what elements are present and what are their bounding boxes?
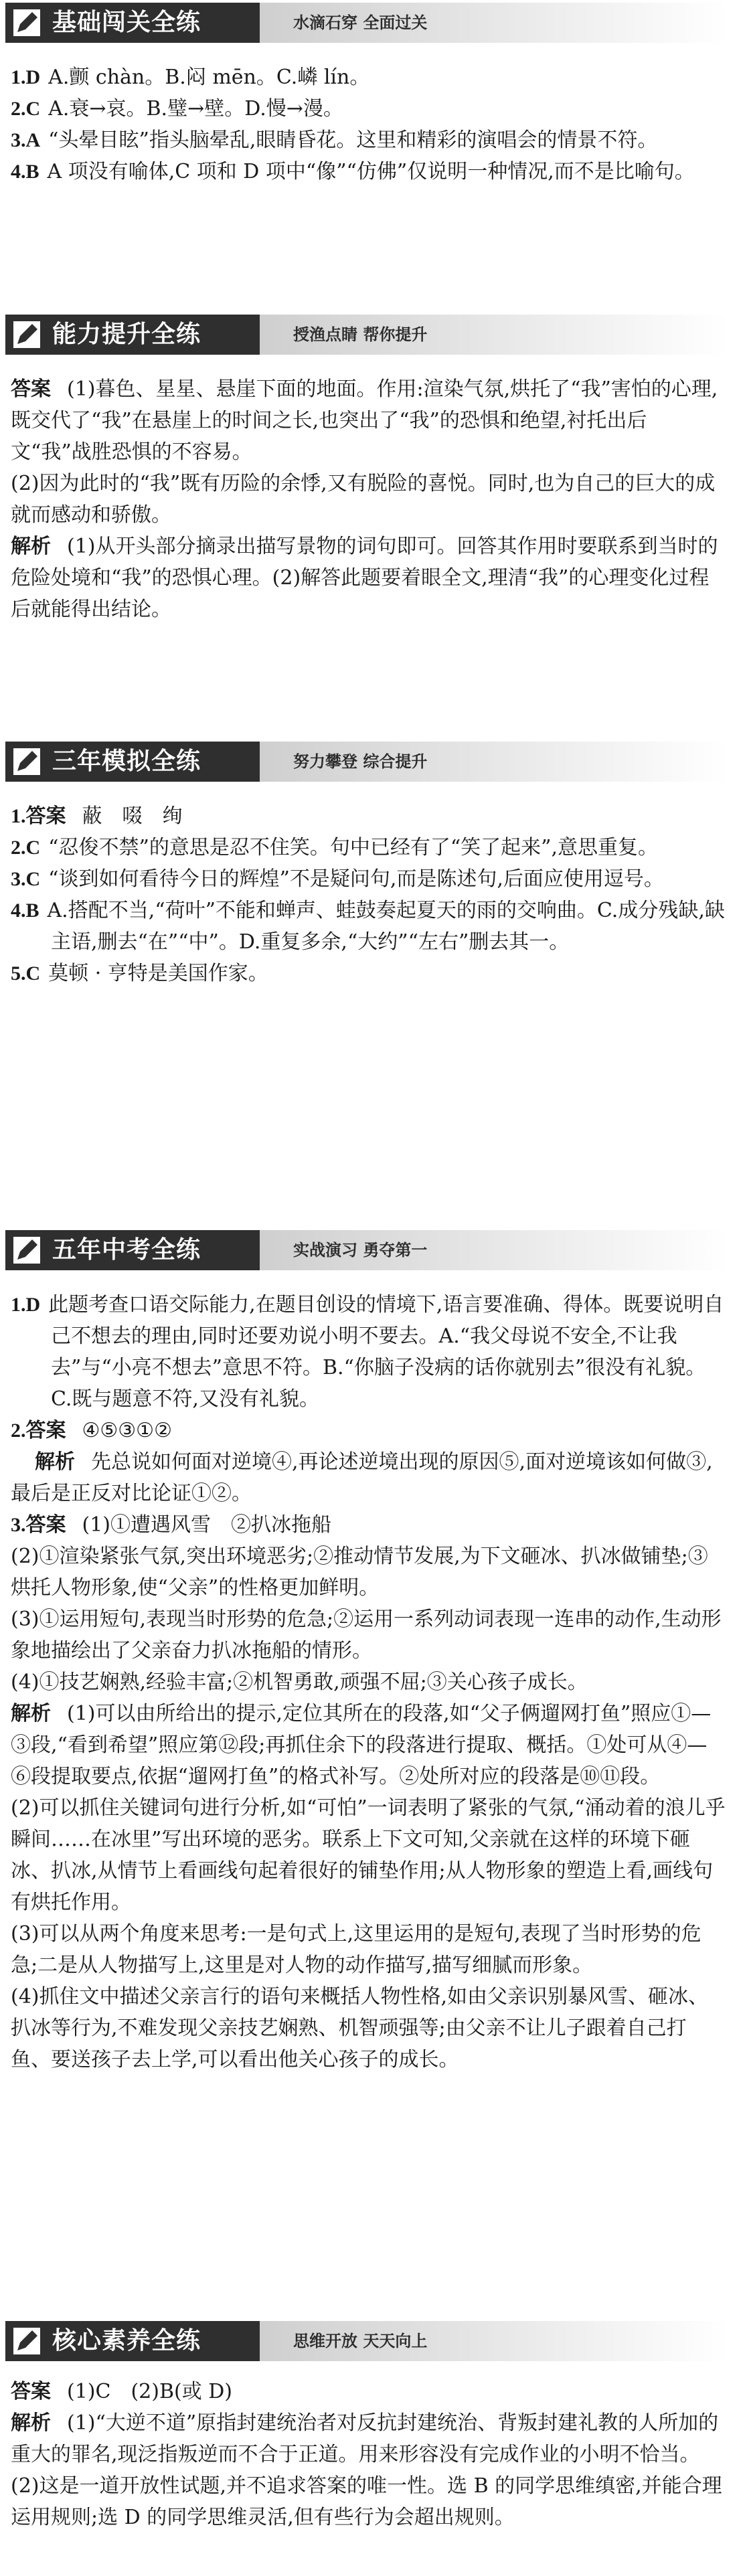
- pencil-icon: [12, 8, 42, 37]
- answer-item: 3.答案 (1)①遭遇风雪 ②扒冰拖船: [11, 1513, 331, 1537]
- section-banner: [5, 3, 728, 43]
- answer-item: 3.C “谈到如何看待今日的辉煌”不是疑问句,而是陈述句,后面应使用逗号。: [11, 867, 664, 891]
- answer-item: 4.B A.搭配不当,“荷叶”不能和蝉声、蛙鼓奏起夏天的雨的交响曲。C.成分残缺,缺主语,删去“在”“中”。D.重复多余,“大约”“左右”删去其一。: [11, 899, 725, 954]
- answer-item: 3.A “头晕目眩”指头脑晕乱,眼睛昏花。这里和精彩的演唱会的情景不符。: [11, 128, 658, 152]
- answer-item: 2.C A.衰→哀。B.璧→壁。D.慢→漫。: [11, 97, 343, 120]
- answer-line: (3)①运用短句,表现当时形势的危急;②运用一系列动词表现一连串的动作,生动形象地描绘出了父亲奋力扒冰拖船的情形。: [11, 1608, 722, 1662]
- section-title: 五年中考全练: [52, 1236, 201, 1264]
- answer-item: 1.D A.颤 chàn。B.闷 mēn。C.嶙 lín。: [11, 66, 370, 89]
- section-slogan: 水滴石穿 全面过关: [293, 13, 428, 32]
- section-title: 基础闯关全练: [52, 9, 201, 36]
- section-core: [0, 2321, 743, 2533]
- answer-item: 5.C 莫顿 · 亨特是美国作家。: [11, 962, 268, 985]
- analysis-block: 解析 (1)从开头部分摘录出描写景物的词句即可。回答其作用时要联系到当时的危险处境和“我”的恐惧心理。(2)解答此题要着眼全文,理清“我”的心理变化过程后就能得出结论。: [11, 535, 718, 621]
- analysis-block: 解析 (1)可以由所给出的提示,定位其所在的段落,如“父子俩遛网打鱼”照应①—③段,“看到希望”照应第⑫段;再抓住余下的段落进行提取、概括。①处可从④—⑥段提取要点,依据“遛网打鱼”的格式补写。②处所对应的段落是⑩⑪段。: [11, 1702, 712, 1788]
- section-basic: [0, 3, 743, 187]
- section-five-year: [0, 1230, 743, 2075]
- analysis-line: (4)抓住文中描述父亲言行的语句来概括人物性格,如由父亲识别暴风雪、砸冰、扒冰等行为,不难发现父亲技艺娴熟、机智顽强等;由父亲不让儿子跟着自己打鱼、要送孩子去上学,可以看出他关心孩子的成长。: [11, 1985, 709, 2071]
- answer-line: (4)①技艺娴熟,经验丰富;②机智勇敢,顽强不屈;③关心孩子成长。: [11, 1670, 588, 1694]
- section-ability: [0, 315, 743, 625]
- answer-item: 1.D 此题考查口语交际能力,在题目创设的情境下,语言要准确、得体。既要说明自己不想去的理由,同时还要劝说小明不要去。A.“我父母说不安全,不让我去”与“小亮不想去”意思不符。B.“你脑子没病的话你就别去”很没有礼貌。C.既与题意不符,又没有礼貌。: [11, 1293, 724, 1411]
- pencil-icon: [12, 1235, 42, 1265]
- section-banner: [5, 2321, 728, 2361]
- analysis-line: (3)可以从两个角度来思考:一是句式上,这里运用的是短句,表现了当时形势的危急;二是从人物描写上,这里是对人物的动作描写,描写细腻而形象。: [11, 1922, 701, 1977]
- section-slogan: 授渔点睛 帮你提升: [293, 325, 428, 344]
- section-banner: [5, 1230, 728, 1270]
- section-three-year: [0, 742, 743, 989]
- analysis-block: 解析 (1)“大逆不道”原指封建统治者对反抗封建统治、背叛封建礼教的人所加的重大的罪名,现泛指叛逆而不合于正道。用来形容没有完成作业的小明不恰当。(2)这是一道开放性试题,并不追求答案的唯一性。选 B 的同学思维缜密,并能合理运用规则;选 D 的同学思维灵活,但有些行为会超出规则。: [11, 2411, 722, 2529]
- section-slogan: 思维开放 天天向上: [293, 2332, 428, 2350]
- section-title: 核心素养全练: [52, 2327, 201, 2354]
- answer-line: (2)①渲染紧张气氛,突出环境恶劣;②推动情节发展,为下文砸冰、扒冰做铺垫;③烘托人物形象,使“父亲”的性格更加鲜明。: [11, 1545, 708, 1600]
- section-slogan: 实战演习 勇夺第一: [293, 1241, 428, 1260]
- analysis-block: 解析 先总说如何面对逆境④,再论述逆境出现的原因⑤,面对逆境该如何做③,最后是正反对比论证①②。: [11, 1450, 713, 1505]
- analysis-line: (2)可以抓住关键词句进行分析,如“可怕”一词表明了紧张的气氛,“涌动着的浪儿乎瞬间……在冰里”写出环境的恶劣。联系上下文可知,父亲就在这样的环境下砸冰、扒冰,从情节上看画线句起着很好的铺垫作用;从人物形象的塑造上看,画线句有烘托作用。: [11, 1796, 726, 1914]
- section-title: 能力提升全练: [52, 321, 201, 348]
- answer-item: 1.答案 蔽 啜 绚: [11, 804, 183, 828]
- answer-block: 答案 (1)C (2)B(或 D): [11, 2380, 232, 2403]
- pencil-icon: [12, 747, 42, 776]
- section-banner: [5, 742, 728, 782]
- answer-line: (2)因为此时的“我”既有历险的余悸,又有脱险的喜悦。同时,也为自己的巨大的成就而感动和骄傲。: [11, 472, 716, 527]
- answer-item: 4.B A 项没有喻体,C 项和 D 项中“像”“仿佛”仅说明一种情况,而不是比喻句。: [11, 160, 695, 183]
- answer-item: 2.答案 ④⑤③①②: [11, 1419, 172, 1442]
- section-banner: [5, 315, 728, 355]
- pencil-icon: [12, 2326, 42, 2356]
- section-slogan: 努力攀登 综合提升: [293, 752, 428, 771]
- answer-block: 答案 (1)暮色、星星、悬崖下面的地面。作用:渲染气氛,烘托了“我”害怕的心理,既交代了“我”在悬崖上的时间之长,也突出了“我”的恐惧和绝望,衬托出后文“我”战胜恐惧的不容易。: [11, 377, 718, 464]
- section-title: 三年模拟全练: [52, 748, 201, 775]
- pencil-icon: [12, 320, 42, 349]
- answer-item: 2.C “忍俊不禁”的意思是忍不住笑。句中已经有了“笑了起来”,意思重复。: [11, 836, 659, 859]
